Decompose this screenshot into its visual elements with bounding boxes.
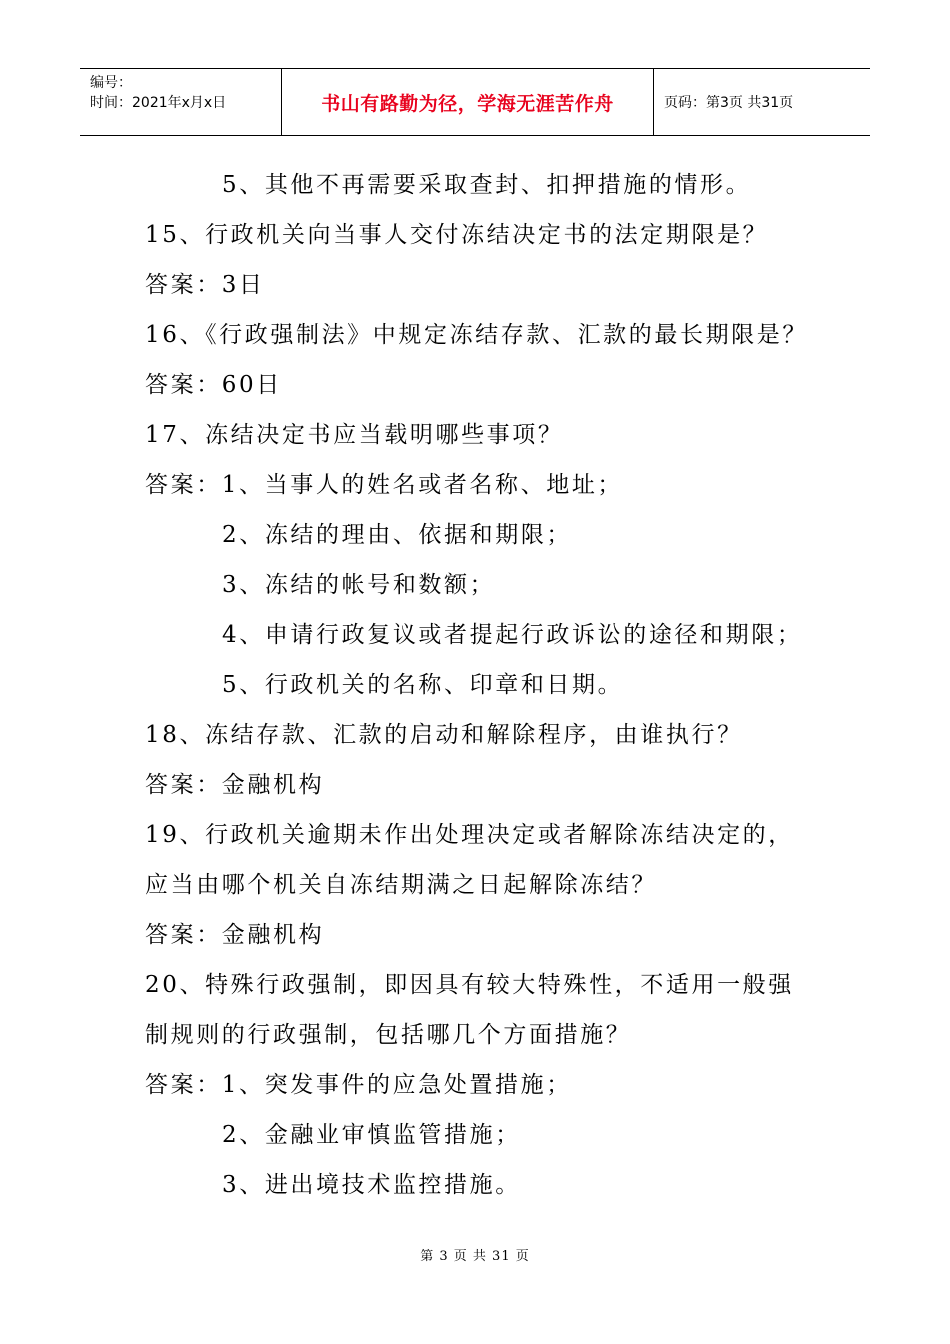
answer-line: 答案：3日 [145,272,265,298]
answer-line: 答案：1、突发事件的应急处置措施； [145,1072,572,1098]
question-line: 18、冻结存款、汇款的启动和解除程序，由谁执行？ [145,722,743,748]
answer-line: 答案：金融机构 [145,922,325,948]
text-line: 5、其他不再需要采取查封、扣押措施的情形。 [222,172,752,198]
doc-time-label: 时间：2021年x月x日 [90,95,227,111]
question-line: 15、行政机关向当事人交付冻结决定书的法定期限是？ [145,222,769,248]
answer-item-line: 2、冻结的理由、依据和期限； [222,522,573,548]
page-footer: 第 3 页 共 31 页 [420,1249,530,1264]
answer-item-line: 2、金融业审慎监管措施； [222,1122,521,1148]
answer-item-line: 3、进出境技术监控措施。 [222,1172,521,1198]
answer-item-line: 5、行政机关的名称、印章和日期。 [222,672,624,698]
question-line: 应当由哪个机关自冻结期满之日起解除冻结？ [145,872,657,898]
question-line: 制规则的行政强制，包括哪几个方面措施？ [145,1022,632,1048]
header-page-info: 页码：第3页 共31页 [664,95,794,111]
answer-line: 答案：60日 [145,372,282,398]
answer-item-line: 4、申请行政复议或者提起行政诉讼的途径和期限； [222,622,803,648]
answer-line: 答案：金融机构 [145,772,325,798]
doc-number-label: 编号： [90,75,132,91]
question-line: 16、《行政强制法》中规定冻结存款、汇款的最长期限是？ [145,322,808,348]
header-meta-cell [80,69,282,135]
question-line: 20、特殊行政强制，即因具有较大特殊性，不适用一般强 [145,972,794,998]
question-line: 17、冻结决定书应当载明哪些事项？ [145,422,564,448]
question-line: 19、行政机关逾期未作出处理决定或者解除冻结决定的， [145,822,794,848]
answer-item-line: 3、冻结的帐号和数额； [222,572,496,598]
page-header [80,68,870,136]
header-motto: 书山有路勤为径，学海无涯苦作舟 [282,69,654,135]
answer-line: 答案：1、当事人的姓名或者名称、地址； [145,472,624,498]
